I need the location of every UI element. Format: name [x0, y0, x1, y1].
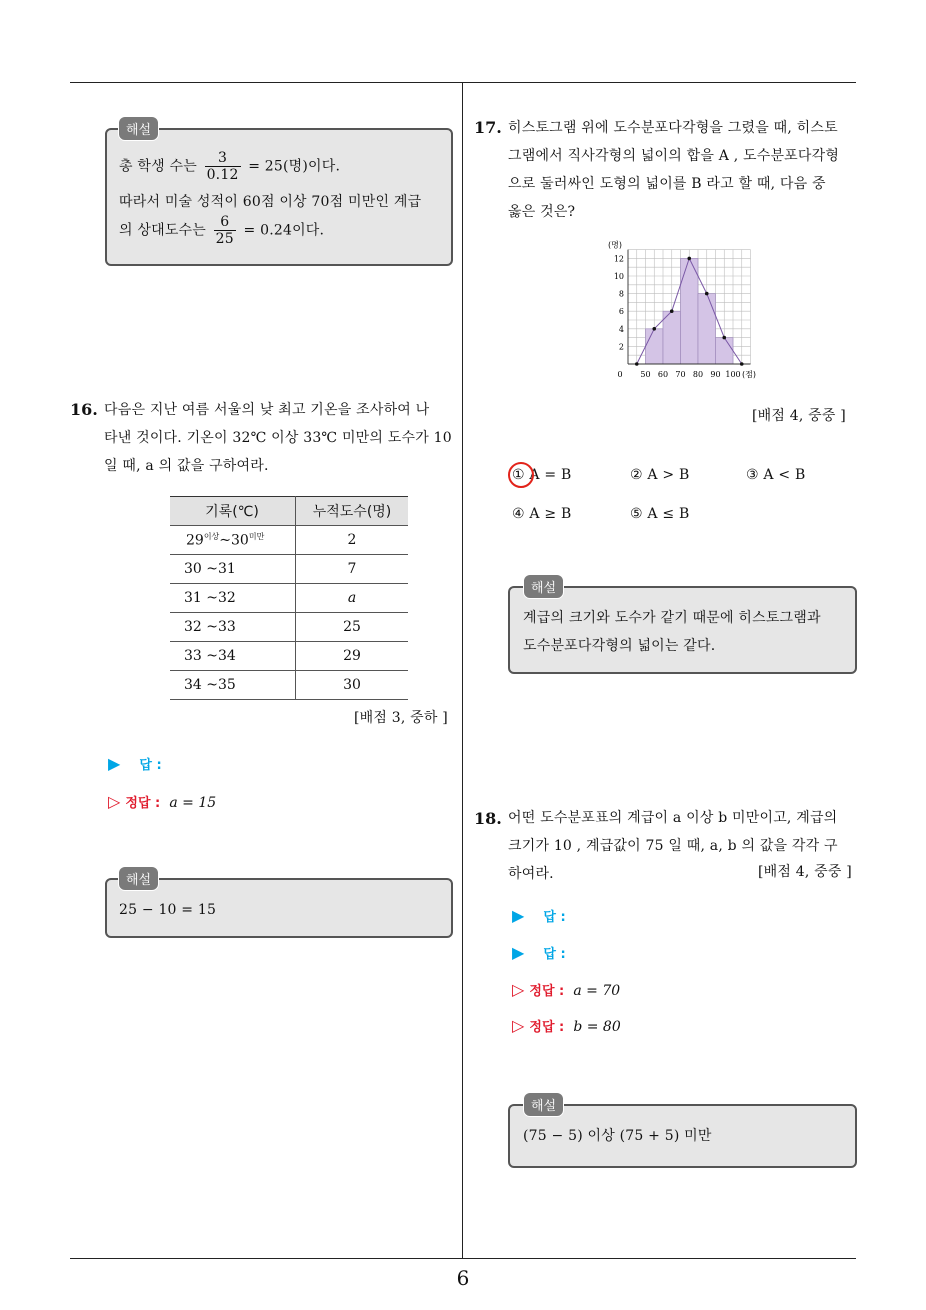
y-tick-label: 6 — [618, 307, 624, 317]
explanation-tag: 해설 — [523, 574, 564, 599]
top-rule — [70, 82, 856, 83]
y-tick-label: 10 — [613, 272, 624, 281]
choice-2[interactable]: ② A > B — [630, 467, 690, 483]
y-axis-label: (명) — [608, 240, 622, 250]
y-tick-label: 8 — [618, 289, 624, 299]
correct-value: b = 80 — [573, 1019, 621, 1035]
explain-text: 총 학생 수는 — [119, 158, 197, 175]
explanation-box — [508, 586, 857, 674]
x-tick-label: 80 — [692, 370, 704, 379]
correct-answer-row — [108, 792, 216, 811]
score-label: [배점 4, 중중 ] — [752, 408, 846, 424]
selected-circle-mark — [508, 462, 534, 488]
correct-answer-row — [512, 980, 620, 999]
table-header: 기록(℃) — [170, 497, 296, 526]
x-tick-label: 60 — [657, 370, 669, 379]
correct-value: a = 15 — [169, 795, 217, 811]
choice-4[interactable]: ④ A ≥ B — [512, 506, 572, 522]
x-axis-label: (점) — [742, 370, 756, 379]
play-icon: ▶ — [512, 943, 525, 962]
x-tick-label: 100 — [725, 370, 741, 379]
explain-text: (75 − 5) 이상 (75 + 5) 미만 — [523, 1128, 712, 1144]
question-text: 어떤 도수분포표의 계급이 a 이상 b 미만이고, 계급의 크기가 10 , 계급값이 75 일 때, a, b 의 값을 각각 구 하여라. — [508, 810, 838, 882]
polygon-point — [722, 336, 726, 340]
play-icon: ▶ — [512, 906, 525, 925]
histogram-bar — [663, 311, 681, 364]
play-icon: ▶ — [108, 754, 121, 773]
answer-label: 답 : — [543, 947, 566, 962]
explain-text: = 0.24이다. — [243, 222, 325, 239]
table-row: $29^{이상}\sim 30^{미만}$ 2 — [170, 526, 408, 555]
answer-label: 답 : — [543, 910, 566, 925]
explain-text: 의 상대도수는 — [119, 222, 206, 239]
answer-row-a[interactable] — [512, 906, 566, 925]
fraction: $\frac{3}{0.12}$ — [206, 150, 239, 183]
score-label: [배점 4, 중중 ] — [758, 864, 852, 880]
question-number: 16. — [70, 400, 98, 419]
question-number: 17. — [474, 118, 502, 137]
polygon-point — [670, 309, 674, 313]
table-row: 30 ~31 7 — [170, 555, 408, 584]
score-label: [배점 3, 중하 ] — [354, 710, 448, 726]
histogram-bar — [646, 329, 664, 364]
choice-1[interactable]: ① A = B — [512, 467, 572, 483]
polygon-point — [705, 292, 709, 296]
correct-answer-row — [512, 1016, 621, 1035]
page-number: 6 — [456, 1266, 470, 1290]
question-text: 다음은 지난 여름 서울의 낮 최고 기온을 조사하여 나 타낸 것이다. 기온이 32℃ 이상 33℃ 미만의 도수가 10 일 때, a 의 값을 구하여라. — [104, 402, 452, 474]
histogram-bar — [681, 258, 699, 364]
y-tick-label: 12 — [613, 254, 624, 264]
explain-text: 계급의 크기와 도수가 같기 때문에 히스토그램과 도수분포다각형의 넓이는 같다. — [523, 610, 821, 654]
table-row: 33 ~34 29 — [170, 642, 408, 671]
answer-label: 답 : — [139, 758, 162, 773]
answer-row-b[interactable] — [512, 943, 566, 962]
table-row: 34 ~35 30 — [170, 671, 408, 700]
fraction: $\frac{6}{25}$ — [215, 214, 234, 247]
bottom-rule — [70, 1258, 856, 1259]
x-tick-label: 50 — [640, 370, 651, 379]
outline-arrow-icon: ▷ — [512, 980, 525, 999]
table-row: 32 ~33 25 — [170, 613, 408, 642]
choice-3[interactable]: ③ A < B — [746, 467, 806, 483]
y-tick-label: 2 — [618, 342, 624, 352]
question-text: 히스토그램 위에 도수분포다각형을 그렸을 때, 히스토 그램에서 직사각형의 넓이의 합을 A , 도수분포다각형 으로 둘러싸인 도형의 넓이를 B 라고 할 때, 다음 중 옳은 것은? — [508, 120, 840, 220]
correct-label: 정답 : — [529, 984, 565, 999]
explain-text: 25 − 10 = 15 — [119, 902, 217, 918]
polygon-point — [740, 362, 744, 366]
x-tick-label: 0 — [617, 370, 623, 379]
explanation-tag: 해설 — [118, 116, 159, 141]
correct-value: a = 70 — [573, 983, 621, 999]
table-row: 31 ~32 a — [170, 584, 408, 613]
choice-5[interactable]: ⑤ A ≤ B — [630, 506, 690, 522]
outline-arrow-icon: ▷ — [512, 1016, 525, 1035]
x-tick-label: 90 — [710, 370, 721, 379]
answer-row[interactable] — [108, 754, 162, 773]
polygon-point — [635, 362, 639, 366]
frequency-table — [170, 496, 408, 700]
question-number: 18. — [474, 809, 502, 828]
polygon-point — [687, 257, 691, 261]
correct-label: 정답 : — [125, 796, 161, 811]
histogram-chart — [590, 228, 780, 384]
explain-text: 따라서 미술 성적이 60점 이상 70점 미만인 계급 — [119, 194, 422, 210]
polygon-point — [652, 327, 656, 331]
table-header: 누적도수(명) — [296, 497, 409, 526]
explanation-tag: 해설 — [118, 866, 159, 891]
histogram-bar — [716, 338, 734, 364]
explanation-tag: 해설 — [523, 1092, 564, 1117]
y-tick-label: 4 — [618, 324, 624, 334]
histogram-bar — [698, 294, 716, 364]
correct-label: 정답 : — [529, 1020, 565, 1035]
column-divider — [462, 83, 463, 1258]
explanation-box — [105, 128, 453, 266]
x-tick-label: 70 — [675, 370, 686, 379]
explain-text: = 25(명)이다. — [248, 158, 341, 175]
outline-arrow-icon: ▷ — [108, 792, 121, 811]
